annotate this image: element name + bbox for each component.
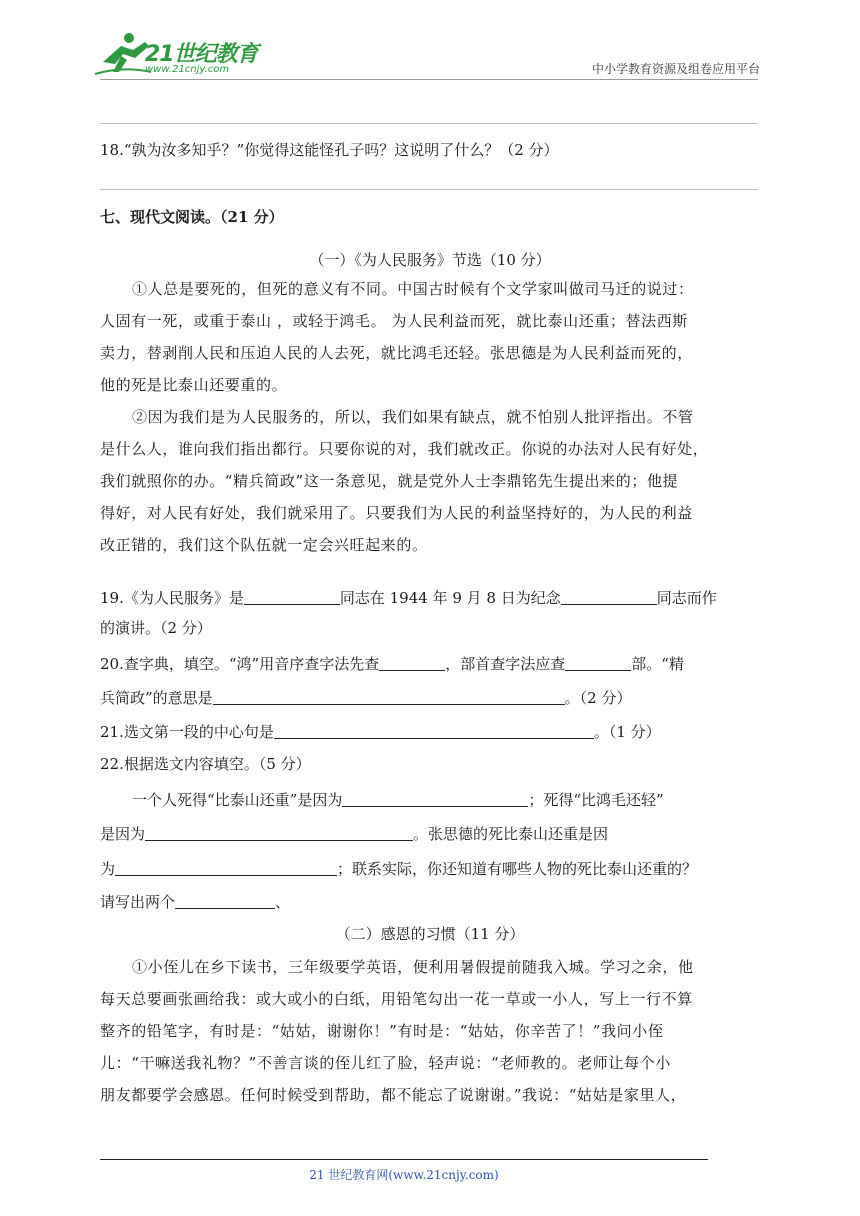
- answer-blank[interactable]: [175, 890, 275, 909]
- question-22-line3: [100, 857, 697, 879]
- answer-line: [100, 189, 758, 190]
- passage-line: 得好，对人民有好处，我们就采用了。只要我们为人民的利益坚持好的，为人民的利益: [100, 504, 693, 522]
- answer-line: [100, 123, 758, 124]
- q19-text: 同志在 1944 年 9 月 8 日为纪念: [339, 589, 561, 607]
- q19-text: 19.《为人民服务》是: [100, 589, 244, 607]
- question-19-cont: 的演讲。（2 分）: [100, 619, 212, 637]
- passage-line: 朋友都要学会感恩。任何时候受到帮助，都不能忘了说谢谢。”我说：“姑姑是家里人，: [100, 1086, 687, 1104]
- question-19: [100, 586, 717, 608]
- q22-text: ；联系实际，你还知道有哪些人物的死比泰山还重的？: [337, 860, 698, 878]
- q21-text: 。（1 分）: [593, 723, 661, 741]
- passage-line: ①人总是要死的，但死的意义有不同。中国古时候有个文学家叫做司马迁的说过：: [132, 280, 694, 298]
- q22-text: 请写出两个: [100, 893, 176, 911]
- passage-line: 整齐的铅笔字，有时是：“姑姑，谢谢你！”有时是：“姑姑，你辛苦了！”我问小侄: [100, 1022, 664, 1040]
- header-platform-text: 中小学教育资源及组卷应用平台: [591, 62, 760, 76]
- q21-text: 21.选文第一段的中心句是: [100, 723, 274, 741]
- question-21: [100, 720, 661, 742]
- passage-1-title: （一）《为人民服务》节选（10 分）: [309, 251, 551, 269]
- answer-blank[interactable]: [561, 586, 657, 605]
- passage-line: 儿：“干嘛送我礼物？”不善言谈的侄儿红了脸，轻声说：“老师教的。老师让每个小: [100, 1054, 671, 1072]
- question-20-cont: [100, 686, 631, 708]
- section-7-title: 七、现代文阅读。（21 分）: [100, 208, 284, 226]
- passage-line: 他的死是比泰山还要重的。: [100, 376, 288, 394]
- q19-text: 同志而作: [656, 589, 717, 607]
- answer-blank[interactable]: [145, 822, 413, 841]
- q20-text: 。（2 分）: [564, 689, 632, 707]
- answer-blank[interactable]: [274, 720, 594, 739]
- q22-text: 是因为: [100, 825, 146, 843]
- answer-blank[interactable]: [342, 788, 528, 807]
- q20-text: ，部首查字法应查: [445, 655, 566, 673]
- q22-text: 一个人死得“比泰山还重”是因为: [132, 791, 343, 809]
- answer-blank[interactable]: [213, 686, 565, 705]
- header-divider: [100, 79, 758, 80]
- question-22-line4: [100, 890, 290, 912]
- q20-text: 20.查字典，填空。“鸿”用音序查字法先查: [100, 655, 380, 673]
- question-20: [100, 652, 684, 674]
- answer-blank[interactable]: [379, 652, 445, 671]
- passage-line: 卖力，替剥削人民和压迫人民的人去死，就比鸿毛还轻。张思德是为人民利益而死的，: [100, 344, 693, 362]
- q22-text: ；死得“比鸿毛还轻”: [528, 791, 664, 809]
- passage-line: 改正错的，我们这个队伍就一定会兴旺起来的。: [100, 536, 428, 554]
- question-18: 18.“孰为汝多知乎？”你觉得这能怪孔子吗？这说明了什么？（2 分）: [100, 141, 559, 159]
- q22-text: 。张思德的死比泰山还重是因: [413, 825, 609, 843]
- passage-line: 人固有一死，或重于泰山 ，或轻于鸿毛。 为人民利益而死，就比泰山还重；替法西斯: [100, 312, 688, 330]
- passage-2-title: （二）感恩的习惯（11 分）: [335, 925, 525, 943]
- passage-line: 每天总要画张画给我：或大或小的白纸，用铅笔勾出一花一草或一小人，写上一行不算: [100, 990, 693, 1008]
- q22-text: 、: [275, 893, 291, 911]
- passage-1-text: [100, 273, 760, 561]
- logo-url-text: www.21cnjy.com: [145, 64, 230, 75]
- question-22-line1: [132, 788, 664, 810]
- q20-text: 部。“精: [631, 655, 684, 673]
- q20-text: 兵简政”的意思是: [100, 689, 213, 707]
- question-22-line2: [100, 822, 608, 844]
- passage-line: 我们就照你的办。“精兵简政”这一条意见，就是党外人士李鼎铭先生提出来的；他提: [100, 472, 679, 490]
- answer-blank[interactable]: [565, 652, 631, 671]
- footer-link[interactable]: 21 世纪教育网(www.21cnjy.com): [309, 1168, 499, 1182]
- passage-2-text: [100, 951, 760, 1111]
- passage-line: 是什么人，谁向我们指出都行。只要你说的对，我们就改正。你说的办法对人民有好处，: [100, 440, 709, 458]
- passage-line: ①小侄儿在乡下读书，三年级要学英语，便利用暑假提前随我入城。学习之余，他: [132, 958, 694, 976]
- q22-text: 为: [100, 860, 116, 878]
- logo-brand-text: 21世纪教育: [145, 42, 258, 67]
- passage-line: ②因为我们是为人民服务的，所以，我们如果有缺点，就不怕别人批评指出。不管: [132, 408, 694, 426]
- answer-blank[interactable]: [115, 857, 337, 876]
- footer-divider: [100, 1159, 708, 1160]
- question-22-title: 22.根据选文内容填空。（5 分）: [100, 755, 311, 773]
- answer-blank[interactable]: [244, 586, 340, 605]
